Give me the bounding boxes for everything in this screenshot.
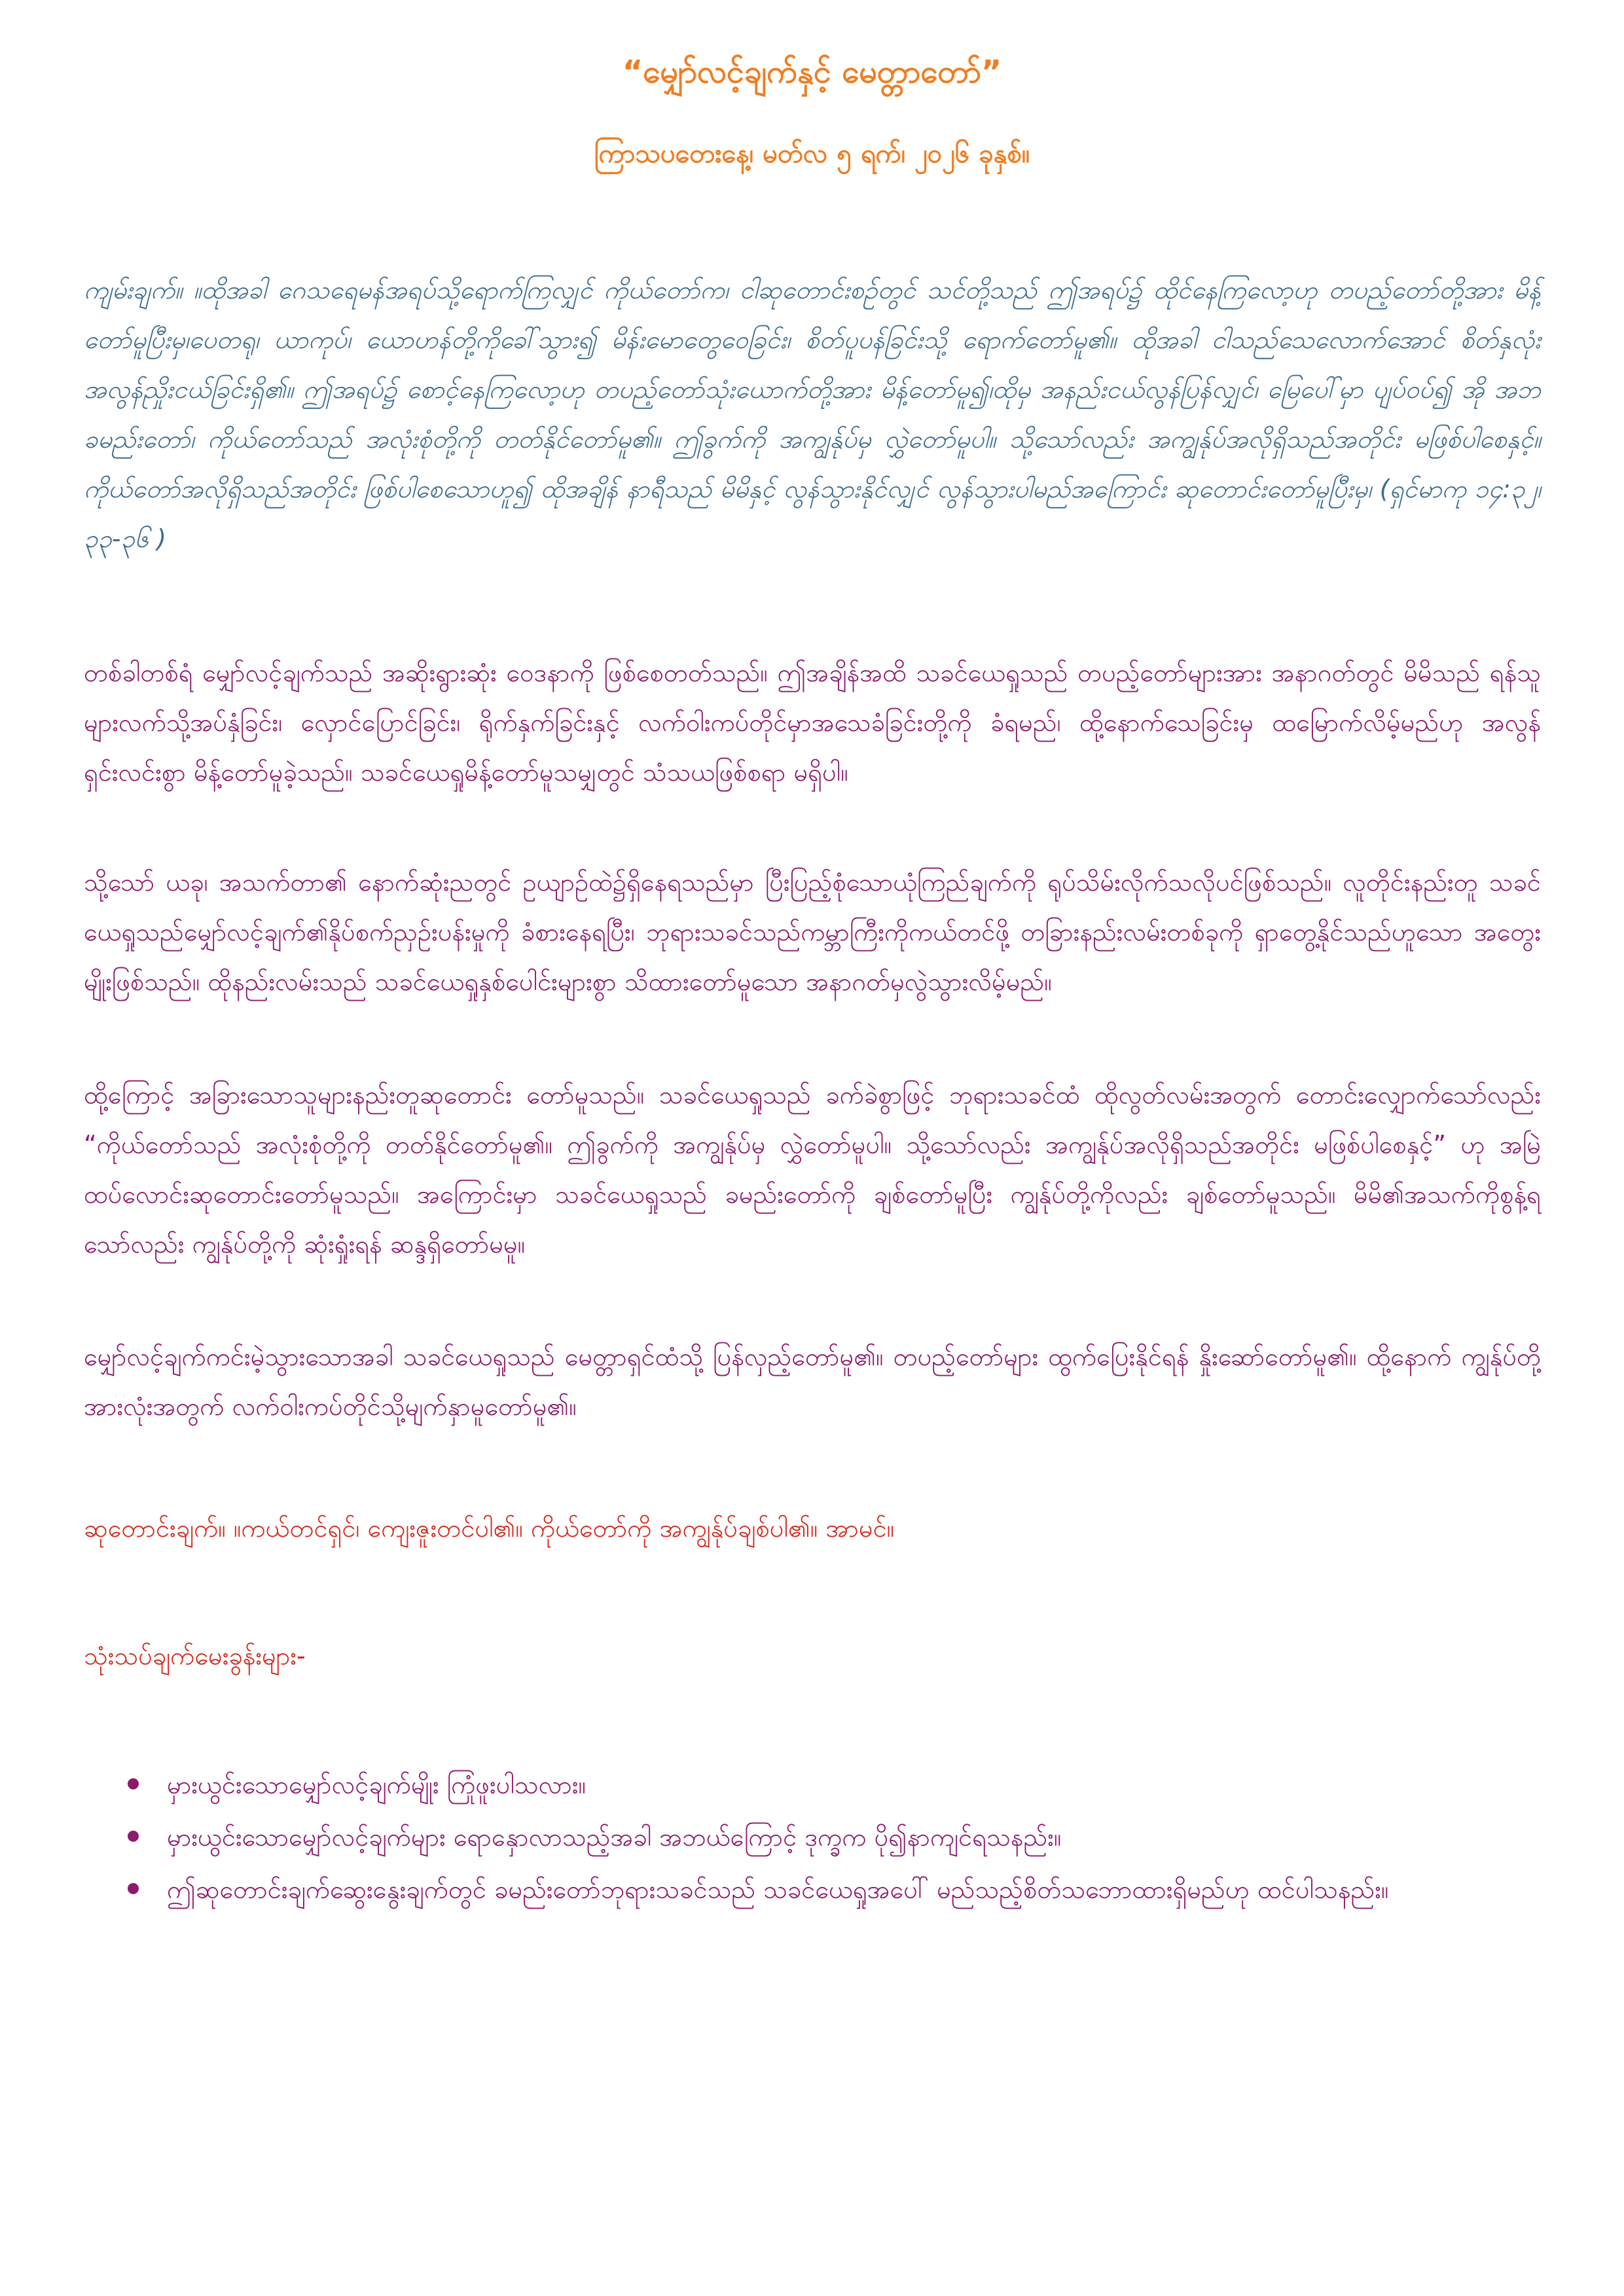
questions-heading: သုံးသပ်ချက်မေးခွန်းများ-: [84, 1641, 306, 1670]
questions-list: [128, 1761, 1515, 1918]
question-text: မှားယွင်းသောမျှော်လင့်ချက်များ ရောနှောလာသည့်အခါ အဘယ်ကြောင့် ဒုက္ခက ပို၍နာကျင်ရသနည်း။: [167, 1823, 1062, 1852]
prayer-line: ဆုတောင်းချက်။ ။ကယ်တင်ရှင်၊ ကျေးဇူးတင်ပါ၏။ ကိုယ်တော်ကို အကျွန်ုပ်ချစ်ပါ၏။ အာမင်။: [84, 1514, 895, 1543]
scripture-quote: ကျမ်းချက်။ ။ထိုအခါ ဂေသရေမန်အရပ်သို့ရောက်ကြလျှင် ကိုယ်တော်က၊ ငါဆုတောင်းစဉ်တွင် သင်တို့သည် ဤအရပ်၌ ထိုင်နေကြလော့ဟု တပည့်တော်တို့အား မိန့်တော်မူပြီးမှ၊ပေတရု၊ ယာကုပ်၊ ယောဟန်တို့ကိုခေါ်သွား၍ မိန်းမောတွေဝေခြင်း၊ စိတ်ပူပန်ခြင်းသို့ ရောက်တော်မူ၏။ ထိုအခါ ငါသည်သေလောက်အောင် စိတ်နှလုံး အလွန်ညှိုးငယ်ခြင်းရှိ၏။ ဤအရပ်၌ စောင့်နေကြလော့ဟု တပည့်တော်သုံးယောက်တို့အား မိန့်တော်မူ၍၊ထိုမှ အနည်းငယ်လွန်ပြန်လျှင်၊ မြေပေါ်မှာ ပျပ်ဝပ်၍ အို အဘခမည်းတော်၊ ကိုယ်တော်သည် အလုံးစုံတို့ကို တတ်နိုင်တော်မူ၏။ ဤခွက်ကို အကျွန်ုပ်မှ လွှဲတော်မူပါ။ သို့သော်လည်း အကျွန်ုပ်အလိုရှိသည်အတိုင်း မဖြစ်ပါစေနှင့်။ ကိုယ်တော်အလိုရှိသည်အတိုင်း ဖြစ်ပါစေသောဟူ၍ ထိုအချိန် နာရီသည် မိမိနှင့် လွန်သွားနိုင်လျှင် လွန်သွားပါမည်အကြောင်း ဆုတောင်းတော်မူပြီးမှ၊ (ရှင်မာကု ၁၄:၃၂၊ ၃၃-၃၆ ): [84, 276, 1541, 553]
body-paragraph-3: ထို့ကြောင့် အခြားသောသူများနည်းတူဆုတောင်း တော်မူသည်။ သခင်ယေရှုသည် ခက်ခဲစွာဖြင့် ဘုရားသခင်ထံ ထိုလွတ်လမ်းအတွက် တောင်းလျှောက်သော်လည်း “ကိုယ်တော်သည် အလုံးစုံတို့ကို တတ်နိုင်တော်မူ၏။ ဤခွက်ကို အကျွန်ုပ်မှ လွှဲတော်မူပါ။ သို့သော်လည်း အကျွန်ုပ်အလိုရှိသည်အတိုင်း မဖြစ်ပါစေနှင့်” ဟု အမြဲထပ်လောင်းဆုတောင်းတော်မူသည်။ အကြောင်းမှာ သခင်ယေရှုသည် ခမည်းတော်ကို ချစ်တော်မူပြီး ကျွန်ုပ်တို့ကိုလည်း ချစ်တော်မူသည်။ မိမိ၏အသက်ကိုစွန့်ရသော်လည်း ကျွန်ုပ်တို့ကို ဆုံးရှုံးရန် ဆန္ဒရှိတော်မမူ။: [84, 1081, 1541, 1259]
list-item: [128, 1865, 1515, 1914]
question-text: ဤဆုတောင်းချက်ဆွေးနွေးချက်တွင် ခမည်းတော်ဘုရားသခင်သည် သခင်ယေရှုအပေါ် မည်သည့်စိတ်သဘောထားရှိမည်ဟု ထင်ပါသနည်း။: [167, 1875, 1389, 1904]
page-title: “မျှော်လင့်ချက်နှင့် မေတ္တာတော်”: [622, 54, 1002, 90]
list-item: [128, 1761, 1515, 1809]
bullet-icon: [128, 1778, 139, 1789]
bullet-icon: [128, 1883, 139, 1894]
question-text: မှားယွင်းသောမျှော်လင့်ချက်မျိုး ကြုံဖူးပါသလား။: [167, 1770, 586, 1799]
body-paragraph-2: သို့သော် ယခု၊ အသက်တာ၏ နောက်ဆုံးညတွင် ဥယျာဉ်ထဲ၌ရှိနေရသည်မှာ ပြီးပြည့်စုံသောယုံကြည်ချက်ကို ရုပ်သိမ်းလိုက်သလိုပင်ဖြစ်သည်။ လူတိုင်းနည်းတူ သခင်ယေရှုသည်မျှော်လင့်ချက်၏နိုပ်စက်ညှဉ်းပန်းမှုကို ခံစားနေရပြီး၊ ဘုရားသခင်သည်ကမ္ဘာကြီးကိုကယ်တင်ဖို့ တခြားနည်းလမ်းတစ်ခုကို ရှာတွေ့နိုင်သည်ဟူသော အတွေးမျိုးဖြစ်သည်။ ထိုနည်းလမ်းသည် သခင်ယေရှုနှစ်ပေါင်းများစွာ သိထားတော်မူသော အနာဂတ်မှလွဲသွားလိမ့်မည်။: [84, 868, 1541, 996]
body-paragraph-1: တစ်ခါတစ်ရံ မျှော်လင့်ချက်သည် အဆိုးရွားဆုံး ဝေဒနာကို ဖြစ်စေတတ်သည်။ ဤအချိန်အထိ သခင်ယေရှုသည် တပည့်တော်များအား အနာဂတ်တွင် မိမိသည် ရန်သူများလက်သို့အပ်နှံခြင်း၊ လှောင်ပြောင်ခြင်း၊ ရိုက်နှက်ခြင်းနှင့် လက်ဝါးကပ်တိုင်မှာအသေခံခြင်းတို့ကို ခံရမည်၊ ထို့နောက်သေခြင်းမှ ထမြောက်လိမ့်မည်ဟု အလွန်ရှင်းလင်းစွာ မိန့်တော်မူခဲ့သည်။ သခင်ယေရှုမိန့်တော်မူသမျှတွင် သံသယဖြစ်စရာ မရှိပါ။: [84, 658, 1541, 787]
date-subtitle: ကြာသပတေးနေ့၊ မတ်လ ၅ ရက်၊ ၂၀၂၆ ခုနှစ်။: [594, 139, 1030, 169]
list-item: [128, 1813, 1515, 1861]
body-paragraph-4: မျှော်လင့်ချက်ကင်းမဲ့သွားသောအခါ သခင်ယေရှုသည် မေတ္တာရှင်ထံသို့ ပြန်လှည့်တော်မူ၏။ တပည့်တော်များ ထွက်ပြေးနိုင်ရန် နှိုးဆော်တော်မူ၏။ ထို့နောက် ကျွန်ုပ်တို့အားလုံးအတွက် လက်ဝါးကပ်တိုင်သို့မျက်နှာမူတော်မူ၏။: [84, 1342, 1541, 1421]
bullet-icon: [128, 1831, 139, 1842]
